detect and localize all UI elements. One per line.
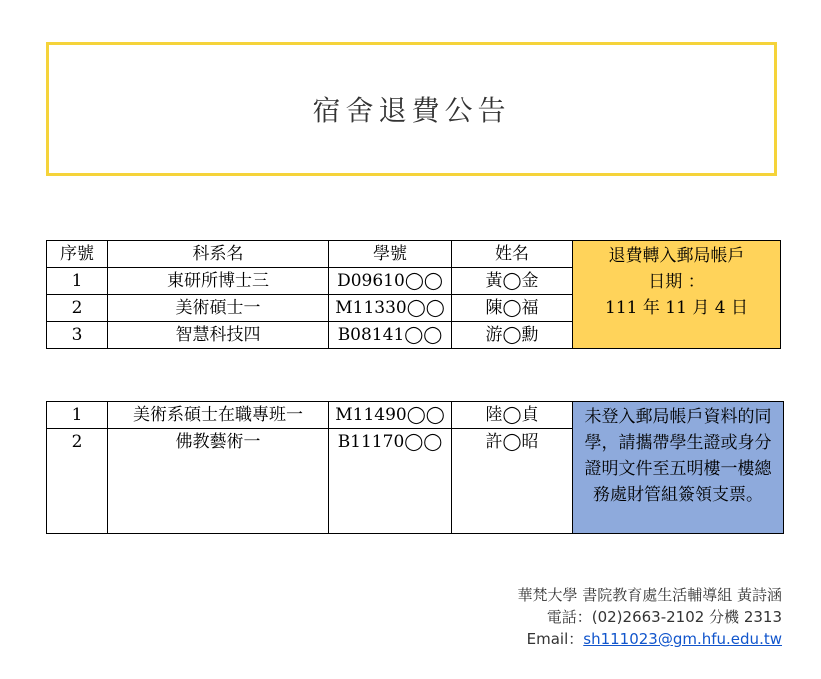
page-title: 宿舍退費公告 — [312, 94, 511, 127]
table-header-row — [47, 241, 781, 268]
refund-table-1 — [46, 240, 781, 349]
unregistered-account-note: 未登入郵局帳戶資料的同學，請攜帶學生證或身分證明文件至五明樓一樓總務處財管組簽領支票。 — [573, 402, 784, 534]
contact-phone: 電話：(02)2663-2102 分機 2313 — [546, 608, 782, 626]
email-link[interactable]: sh111023@gm.hfu.edu.tw — [583, 630, 782, 648]
refund-date-note — [573, 241, 781, 349]
cell-id: B08141◯◯ — [329, 322, 452, 349]
cell-id: M11490◯◯ — [329, 402, 452, 429]
header-id: 學號 — [329, 241, 452, 268]
cell-id: B11170◯◯ — [329, 429, 452, 534]
cell-dept: 美術碩士一 — [108, 295, 329, 322]
contact-office: 華梵大學 書院教育處生活輔導組 黃詩涵 — [517, 586, 782, 604]
cell-no: 2 — [47, 295, 108, 322]
note-line: 日期 ： — [648, 272, 705, 292]
cell-name: 陸◯貞 — [452, 402, 573, 429]
cell-no: 3 — [47, 322, 108, 349]
email-label: Email： — [526, 630, 584, 648]
cell-dept: 智慧科技四 — [108, 322, 329, 349]
table-row — [47, 402, 784, 429]
cell-dept: 佛教藝術一 — [108, 429, 329, 534]
cell-id: M11330◯◯ — [329, 295, 452, 322]
cell-dept: 美術系碩士在職專班一 — [108, 402, 329, 429]
cell-no: 1 — [47, 402, 108, 429]
header-no: 序號 — [47, 241, 108, 268]
cell-name: 游◯勳 — [452, 322, 573, 349]
cell-name: 陳◯福 — [452, 295, 573, 322]
cell-id: D09610◯◯ — [329, 268, 452, 295]
cell-name: 黃◯金 — [452, 268, 573, 295]
contact-email-line — [517, 628, 782, 650]
cell-name: 許◯昭 — [452, 429, 573, 534]
header-dept: 科系名 — [108, 241, 329, 268]
note-line: 退費轉入郵局帳戶 — [608, 246, 745, 266]
header-name: 姓名 — [452, 241, 573, 268]
contact-footer — [517, 584, 782, 650]
note-line: 111 年 11 月 4 日 — [605, 298, 748, 318]
refund-table-2 — [46, 401, 784, 534]
cell-dept: 東研所博士三 — [108, 268, 329, 295]
title-box — [46, 42, 777, 176]
cell-no: 2 — [47, 429, 108, 534]
cell-no: 1 — [47, 268, 108, 295]
